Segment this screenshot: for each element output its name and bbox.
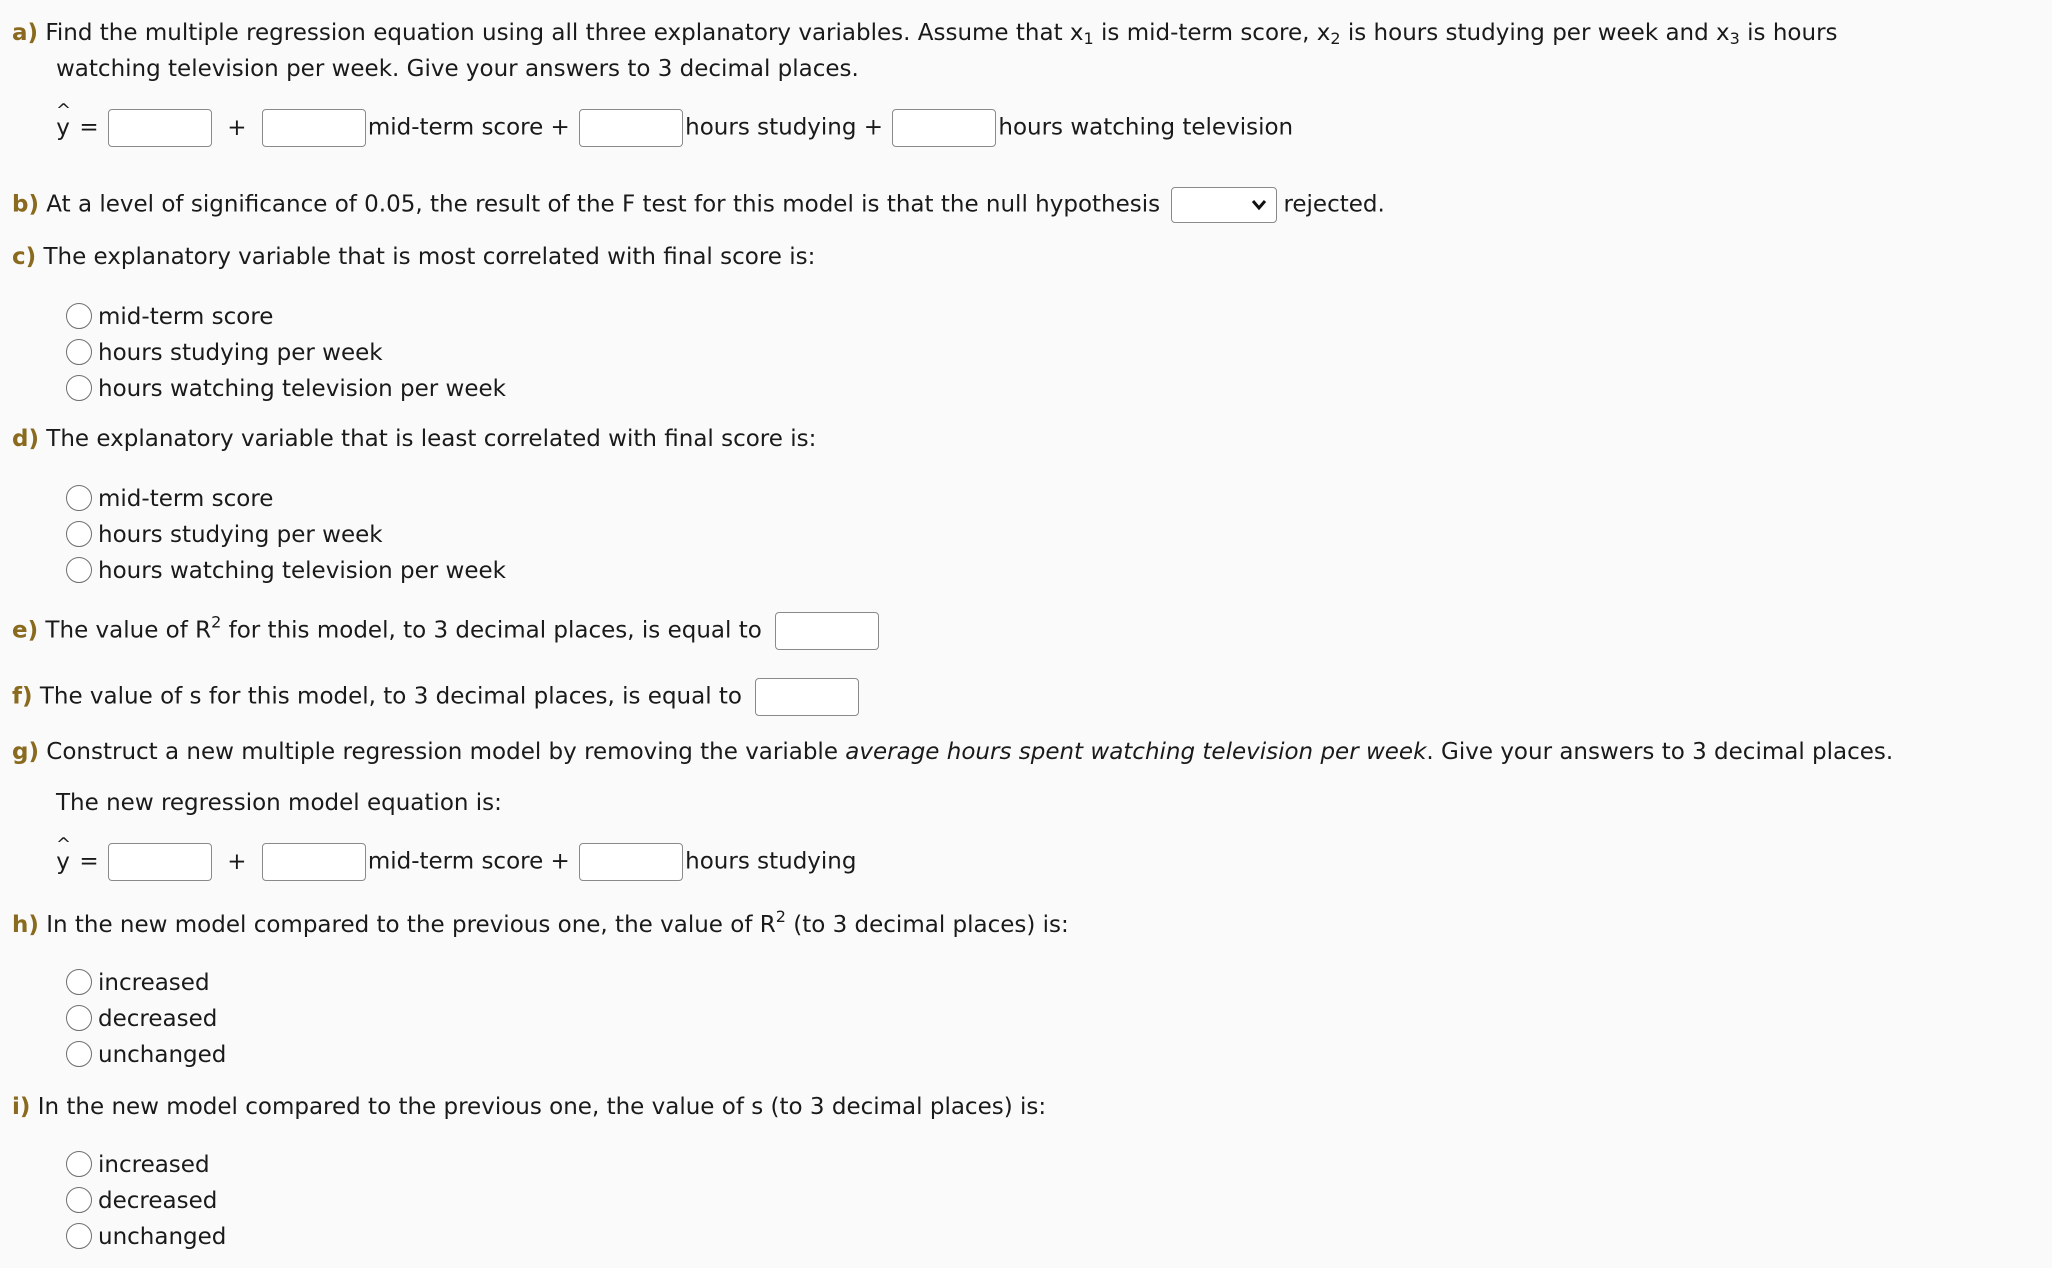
question-b: b) At a level of significance of 0.05, the result of the F test for this model is that the null hypothesis rejected. [12, 187, 1385, 223]
radio-option-d-studying[interactable]: hours studying per week [66, 518, 383, 552]
question-a-label: a) [12, 20, 39, 46]
null-hypothesis-select[interactable] [1171, 187, 1277, 223]
radio-button[interactable] [66, 1005, 92, 1031]
tv-coef-input-a[interactable] [892, 109, 996, 147]
radio-option-i-unchanged[interactable]: unchanged [66, 1220, 226, 1254]
radio-button[interactable] [66, 521, 92, 547]
radio-option-c-studying[interactable]: hours studying per week [66, 336, 383, 370]
radio-option-h-unchanged[interactable]: unchanged [66, 1038, 226, 1072]
radio-option-c-midterm[interactable]: mid-term score [66, 300, 273, 334]
radio-button[interactable] [66, 969, 92, 995]
radio-option-c-television[interactable]: hours watching television per week [66, 372, 506, 406]
question-d: d) The explanatory variable that is least correlated with final score is: [12, 426, 817, 452]
chevron-down-icon [1250, 198, 1268, 212]
r-squared-input[interactable] [775, 612, 879, 650]
radio-button[interactable] [66, 557, 92, 583]
y-hat-symbol: ^ y [56, 833, 72, 875]
intercept-input-g[interactable] [108, 843, 212, 881]
radio-option-h-decreased[interactable]: decreased [66, 1002, 217, 1036]
radio-button[interactable] [66, 339, 92, 365]
radio-button[interactable] [66, 375, 92, 401]
radio-button[interactable] [66, 303, 92, 329]
equation-g: ^ y = + mid-term score + hours studying [54, 843, 856, 881]
studying-coef-input-a[interactable] [579, 109, 683, 147]
question-e-label: e) [12, 617, 39, 644]
question-h: h) In the new model compared to the previous one, the value of $R^2$ (to 3 decimal places) is: [12, 907, 1069, 938]
question-g-label: g) [12, 739, 39, 765]
question-f: f) The value of s for this model, to 3 decimal places, is equal to [12, 678, 861, 716]
question-c: c) The explanatory variable that is most correlated with final score is: [12, 244, 816, 270]
new-model-subtitle: The new regression model equation is: [56, 790, 502, 816]
radio-option-d-television[interactable]: hours watching television per week [66, 554, 506, 588]
radio-option-h-increased[interactable]: increased [66, 966, 210, 1000]
radio-button[interactable] [66, 1151, 92, 1177]
studying-coef-input-g[interactable] [579, 843, 683, 881]
question-i: i) In the new model compared to the previous one, the value of s (to 3 decimal places) is: [12, 1094, 1047, 1120]
question-g: g) Construct a new multiple regression model by removing the variable average hours spent watching television per week. Give your answers to 3 decimal places. [12, 739, 1894, 765]
question-a-line1: a) Find the multiple regression equation using all three explanatory variables. Assume that $x_1$ is mid-term score, $x_2$ is hours studying per week and $x_3$ is hours [12, 20, 1838, 48]
question-c-label: c) [12, 244, 37, 270]
question-a-line2: watching television per week. Give your answers to 3 decimal places. [56, 56, 859, 82]
question-b-label: b) [12, 191, 39, 218]
question-f-label: f) [12, 683, 33, 710]
radio-button[interactable] [66, 1041, 92, 1067]
question-d-label: d) [12, 426, 39, 452]
radio-button[interactable] [66, 1223, 92, 1249]
question-e: e) The value of $R^2$ for this model, to 3 decimal places, is equal to [12, 612, 881, 650]
radio-button[interactable] [66, 485, 92, 511]
equation-a: ^ y = + mid-term score + hours studying + hours watching television [54, 109, 1293, 147]
radio-option-i-increased[interactable]: increased [66, 1148, 210, 1182]
midterm-coef-input-a[interactable] [262, 109, 366, 147]
radio-button[interactable] [66, 1187, 92, 1213]
radio-option-i-decreased[interactable]: decreased [66, 1184, 217, 1218]
question-h-label: h) [12, 912, 39, 938]
radio-option-d-midterm[interactable]: mid-term score [66, 482, 273, 516]
question-i-label: i) [12, 1094, 31, 1120]
midterm-coef-input-g[interactable] [262, 843, 366, 881]
s-value-input[interactable] [755, 678, 859, 716]
y-hat-symbol: ^ y [56, 99, 72, 141]
intercept-input-a[interactable] [108, 109, 212, 147]
